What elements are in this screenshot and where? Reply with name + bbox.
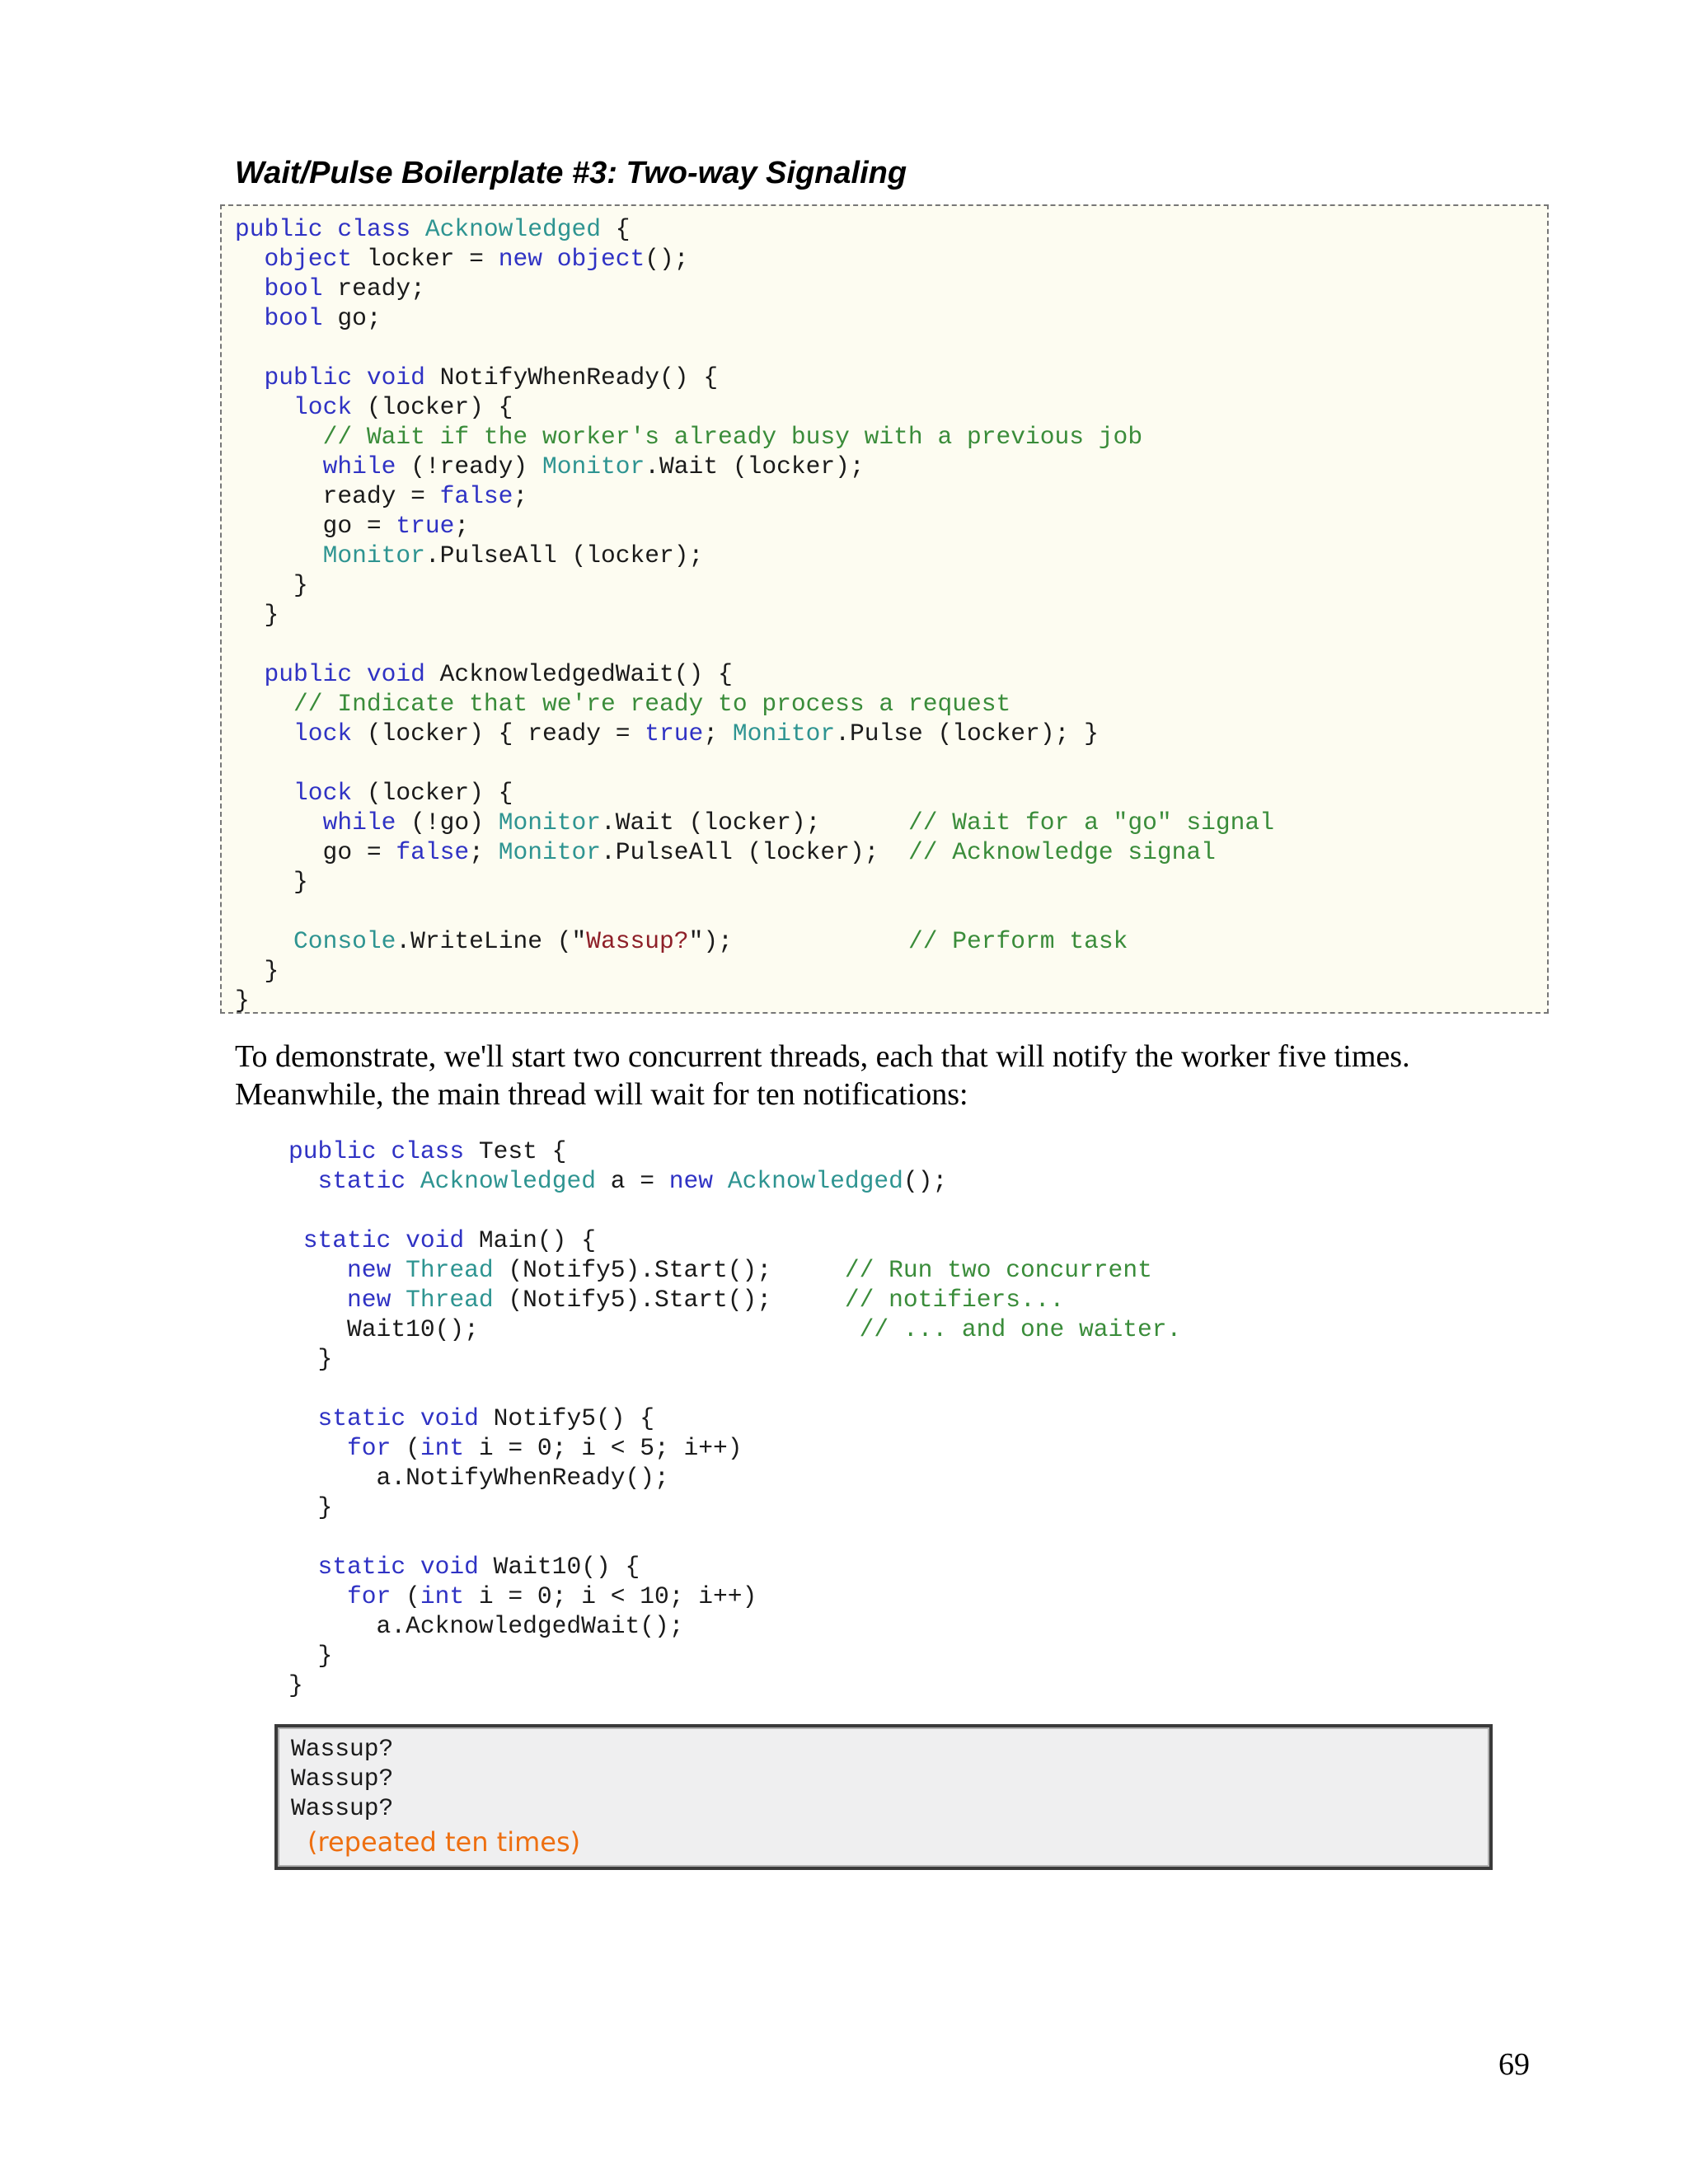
code-line [288, 1286, 1064, 1314]
keyword-token: false [396, 838, 470, 866]
code-token: Main() { [464, 1226, 596, 1254]
type-token: Monitor [732, 719, 836, 748]
type-token: Acknowledged [420, 1167, 596, 1195]
code-token [288, 1167, 318, 1195]
code-line [235, 868, 308, 896]
code-token: NotifyWhenReady() { [424, 363, 719, 391]
code-line [235, 987, 250, 1015]
code-token: locker = [352, 245, 499, 273]
code-token: a.AcknowledgedWait(); [288, 1612, 684, 1640]
code-line [235, 393, 513, 421]
code-token: } [235, 601, 279, 629]
body-paragraph [235, 1038, 1570, 1113]
code-token [235, 927, 293, 955]
code-line [235, 719, 1099, 748]
code-line [235, 660, 733, 688]
comment-token: // Perform task [907, 927, 1128, 955]
code-token: ( [391, 1434, 420, 1462]
keyword-token: lock [293, 779, 353, 807]
code-token [235, 363, 265, 391]
code-token [235, 452, 323, 480]
code-line [288, 1671, 303, 1699]
code-token: (Notify5).Start(); [493, 1286, 845, 1314]
code-token [288, 1553, 318, 1581]
code-token [288, 1434, 347, 1462]
comment-token: // Run two concurrent [844, 1256, 1152, 1284]
keyword-token: new object [498, 245, 645, 273]
keyword-token: static void [302, 1226, 465, 1254]
code-token: Wait10(); [288, 1315, 860, 1343]
code-line [288, 1167, 947, 1195]
code-token: (locker) { [352, 779, 513, 807]
type-token: Monitor [542, 452, 645, 480]
type-token: Monitor [322, 541, 425, 569]
code-token: go = [235, 838, 396, 866]
keyword-token: while [322, 452, 396, 480]
console-output [274, 1724, 1493, 1870]
code-line [235, 274, 425, 302]
code-line [288, 1315, 1181, 1343]
console-output-text [291, 1734, 393, 1823]
code-token [235, 274, 265, 302]
code-token: } [288, 1493, 333, 1521]
keyword-token: true [645, 719, 704, 748]
code-token: go = [235, 512, 396, 540]
keyword-token: new [347, 1256, 392, 1284]
type-token: Acknowledged [727, 1167, 903, 1195]
code-token: } [288, 1642, 333, 1670]
comment-token: // notifiers... [844, 1286, 1065, 1314]
code-token: .Wait (locker); [645, 452, 865, 480]
keyword-token: while [322, 808, 396, 837]
keyword-token: false [439, 482, 513, 510]
paragraph-line: Meanwhile, the main thread will wait for ten notifications: [235, 1077, 968, 1112]
keyword-token: bool [264, 274, 323, 302]
page-number: 69 [1498, 2047, 1530, 2082]
keyword-token: int [420, 1582, 465, 1610]
code-token [235, 423, 323, 451]
code-token: (); [645, 245, 689, 273]
code-token: Notify5() { [478, 1404, 655, 1432]
keyword-token: new [668, 1167, 714, 1195]
code-line [235, 808, 1274, 837]
code-token [235, 541, 323, 569]
code-token [391, 1286, 406, 1314]
code-token: Test { [464, 1137, 567, 1165]
code-test-class [288, 1137, 1181, 1700]
type-token: Monitor [498, 808, 602, 837]
keyword-token: lock [293, 393, 353, 421]
code-token [288, 1582, 347, 1610]
code-line [235, 957, 279, 985]
output-line: Wassup? [291, 1765, 394, 1793]
code-token [713, 1167, 728, 1195]
code-line [288, 1464, 669, 1492]
comment-token: // Indicate that we're ready to process a request [293, 690, 1011, 718]
keyword-token: public class [235, 215, 425, 243]
code-line [235, 452, 865, 480]
keyword-token: bool [264, 304, 323, 332]
code-line [235, 423, 1142, 451]
code-token: } [288, 1345, 333, 1373]
code-token: a = [595, 1167, 669, 1195]
code-line [235, 690, 1010, 718]
code-line [288, 1137, 566, 1165]
keyword-token: object [264, 245, 353, 273]
code-token: } [235, 957, 279, 985]
code-token: ( [391, 1582, 420, 1610]
code-line [235, 601, 279, 629]
code-token [235, 245, 265, 273]
code-token [391, 1256, 406, 1284]
code-line [288, 1256, 1152, 1284]
code-line [288, 1553, 640, 1581]
code-line [288, 1642, 332, 1670]
code-line [235, 512, 469, 540]
code-token: { [601, 215, 631, 243]
code-token: ; [513, 482, 528, 510]
code-token: } [235, 987, 250, 1015]
code-line [288, 1404, 654, 1432]
code-token: } [235, 868, 308, 896]
code-token [235, 690, 293, 718]
comment-token: // Wait for a "go" signal [907, 808, 1274, 837]
keyword-token: public void [264, 660, 425, 688]
keyword-token: public void [264, 363, 425, 391]
code-line [288, 1434, 743, 1462]
code-token: (locker) { ready = [352, 719, 645, 748]
string-token: Wassup? [586, 927, 689, 955]
code-line [288, 1582, 757, 1610]
code-token: (!go) [396, 808, 499, 837]
code-token [235, 304, 265, 332]
code-token [288, 1256, 347, 1284]
code-token: (!ready) [396, 452, 542, 480]
keyword-token: int [420, 1434, 465, 1462]
code-token: .Pulse (locker); } [835, 719, 1099, 748]
code-line [235, 245, 689, 273]
code-line [235, 215, 631, 243]
type-token: Console [293, 927, 396, 955]
keyword-token: true [396, 512, 455, 540]
code-token: "); [688, 927, 908, 955]
code-token: i = 0; i < 10; i++) [464, 1582, 757, 1610]
code-line [235, 304, 382, 332]
code-token [235, 660, 265, 688]
code-token: Wait10() { [478, 1553, 640, 1581]
type-token: Thread [406, 1286, 494, 1314]
code-line [235, 571, 308, 599]
code-token [406, 1167, 420, 1195]
code-line [235, 838, 1216, 866]
code-token [288, 1286, 347, 1314]
code-token: } [288, 1671, 303, 1699]
keyword-token: static void [317, 1553, 479, 1581]
code-token [235, 779, 293, 807]
code-token: ready = [235, 482, 440, 510]
section-heading: Wait/Pulse Boilerplate #3: Two-way Signaling [235, 156, 907, 190]
type-token: Monitor [498, 838, 602, 866]
code-token: ready; [322, 274, 425, 302]
output-annotation: (repeated ten times) [307, 1826, 581, 1858]
code-token: .PulseAll (locker); [601, 838, 908, 866]
keyword-token: for [347, 1434, 392, 1462]
code-line [288, 1226, 596, 1254]
code-line [288, 1345, 332, 1373]
code-token: .PulseAll (locker); [424, 541, 704, 569]
code-token [288, 1404, 318, 1432]
code-token: go; [322, 304, 382, 332]
keyword-token: lock [293, 719, 353, 748]
code-token [288, 1226, 303, 1254]
code-token: ; [454, 512, 470, 540]
comment-token: // ... and one waiter. [859, 1315, 1182, 1343]
code-token: a.NotifyWhenReady(); [288, 1464, 669, 1492]
code-token: (locker) { [352, 393, 513, 421]
code-token: (Notify5).Start(); [493, 1256, 845, 1284]
comment-token: // Wait if the worker's already busy with a previous job [322, 423, 1143, 451]
keyword-token: public class [288, 1137, 465, 1165]
keyword-token: new [347, 1286, 392, 1314]
keyword-token: static [317, 1167, 406, 1195]
type-token: Thread [406, 1256, 494, 1284]
code-line [235, 482, 528, 510]
output-line: Wassup? [291, 1794, 394, 1822]
code-token: i = 0; i < 5; i++) [464, 1434, 743, 1462]
paragraph-line: To demonstrate, we'll start two concurrent threads, each that will notify the worker five times. [235, 1039, 1410, 1074]
code-token [235, 808, 323, 837]
output-line: Wassup? [291, 1735, 394, 1763]
code-line [235, 927, 1128, 955]
code-line [288, 1493, 332, 1521]
code-line [235, 363, 718, 391]
comment-token: // Acknowledge signal [907, 838, 1216, 866]
code-token: .WriteLine (" [396, 927, 587, 955]
code-token: AcknowledgedWait() { [424, 660, 733, 688]
code-acknowledged-class [235, 214, 1274, 1015]
code-token [235, 393, 293, 421]
code-token: } [235, 571, 308, 599]
code-listing-acknowledged [220, 204, 1549, 1014]
code-token: ; [469, 838, 499, 866]
code-token: .Wait (locker); [601, 808, 908, 837]
code-token [235, 719, 293, 748]
code-token: (); [903, 1167, 948, 1195]
keyword-token: static void [317, 1404, 479, 1432]
code-line [288, 1612, 684, 1640]
type-token: Acknowledged [424, 215, 601, 243]
code-token: ; [703, 719, 733, 748]
code-line [235, 541, 703, 569]
code-line [235, 779, 513, 807]
keyword-token: for [347, 1582, 392, 1610]
